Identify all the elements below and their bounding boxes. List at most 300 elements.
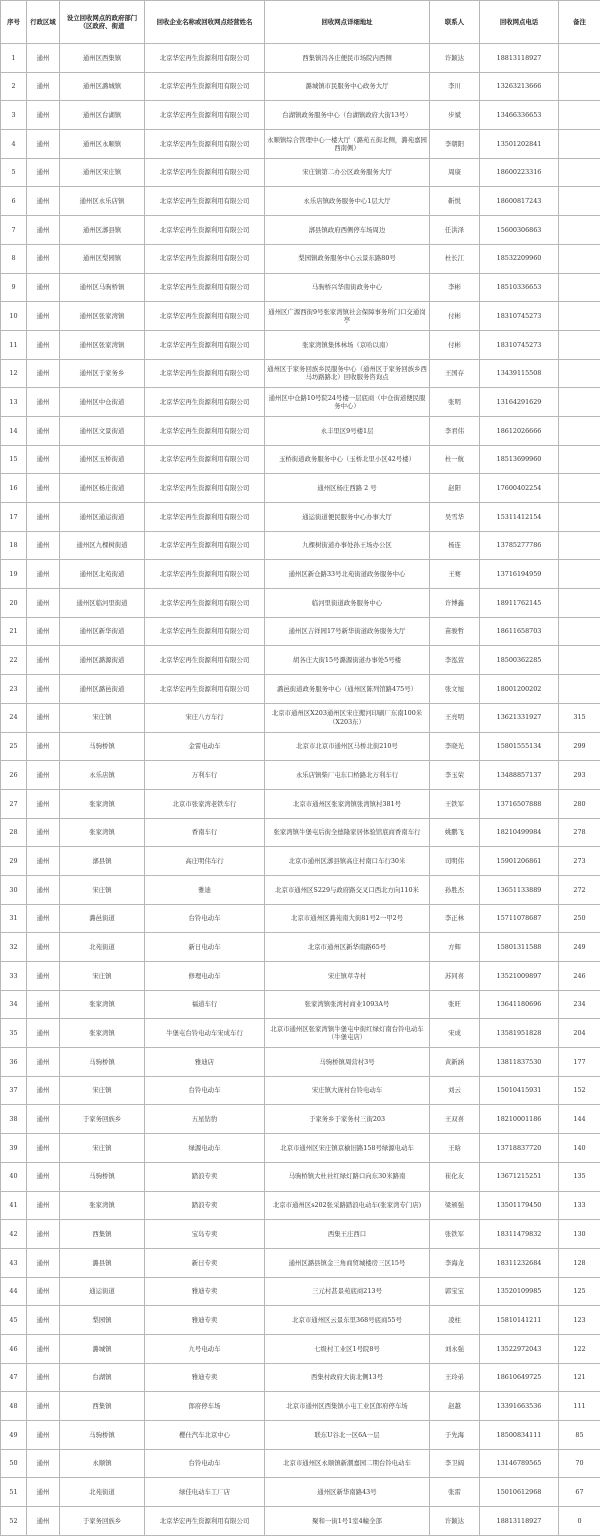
cell-district: 通州 [27,589,60,618]
cell-department: 通运街道 [60,1277,145,1306]
cell-phone: 18911762145 [480,589,559,618]
cell-contact: 刘云 [430,1076,480,1105]
table-row [1,1478,600,1507]
cell-department: 通州区潞邑街道 [60,675,145,704]
cell-phone: 18310745273 [480,302,559,331]
cell-address: 宋庄镇大庞村台铃电动车 [265,1076,430,1105]
cell-district: 通州 [27,474,60,503]
cell-contact: 李海龙 [430,1248,480,1277]
cell-company: 北京华宏再生资源利用有限公司 [145,560,265,589]
cell-remark: 293 [559,761,600,790]
cell-remark [559,330,600,359]
cell-company: 台铃电动车 [145,904,265,933]
cell-phone: 18310745273 [480,330,559,359]
cell-remark [559,101,600,130]
cell-phone: 17600402254 [480,474,559,503]
cell-index: 36 [1,1048,27,1077]
cell-index: 42 [1,1220,27,1249]
cell-index: 23 [1,675,27,704]
cell-address: 通州区新仓路33号北苑街道政务服务中心 [265,560,430,589]
cell-phone: 13785277786 [480,531,559,560]
cell-company: 北京华宏再生资源利用有限公司 [145,388,265,417]
cell-phone: 18532209960 [480,244,559,273]
table-row [1,503,600,532]
table-row [1,732,600,761]
cell-contact: 杨连 [430,531,480,560]
cell-company: 北京华宏再生资源利用有限公司 [145,216,265,245]
cell-address: 张家湾镇集体林场（京哈以南） [265,330,430,359]
cell-company: 绿佳电动车工厂店 [145,1478,265,1507]
cell-remark [559,273,600,302]
cell-index: 39 [1,1134,27,1163]
cell-department: 张家湾镇 [60,990,145,1019]
cell-department: 潞邑街道 [60,904,145,933]
cell-address: 马驹桥镇周营村3号 [265,1048,430,1077]
cell-phone: 13439115508 [480,359,559,388]
table-row [1,1076,600,1105]
cell-address: 北京市通州区漷县镇高庄村南口车行30米 [265,847,430,876]
cell-company: 北京华宏再生资源利用有限公司 [145,302,265,331]
cell-remark: 250 [559,904,600,933]
cell-address: 北京市通州区s202张采路踏浪电动车(张家湾专门店) [265,1191,430,1220]
cell-department: 通州区台湖镇 [60,101,145,130]
cell-index: 37 [1,1076,27,1105]
cell-phone: 18510336653 [480,273,559,302]
cell-index: 45 [1,1306,27,1335]
col-header-company: 回收企业名称或回收网点经营姓名 [145,1,265,44]
cell-company: 北京华宏再生资源利用有限公司 [145,445,265,474]
table-row [1,1105,600,1134]
cell-district: 通州 [27,962,60,991]
cell-remark [559,359,600,388]
cell-index: 48 [1,1392,27,1421]
cell-index: 41 [1,1191,27,1220]
table-row [1,1019,600,1048]
cell-contact: 李正林 [430,904,480,933]
cell-remark [559,646,600,675]
cell-remark: 122 [559,1334,600,1363]
cell-department: 通州区北苑街道 [60,560,145,589]
cell-contact: 王亮明 [430,703,480,732]
table-row [1,847,600,876]
cell-department: 马驹桥镇 [60,1048,145,1077]
cell-department: 西集镇 [60,1392,145,1421]
cell-phone: 13263213666 [480,72,559,101]
cell-contact: 杜长江 [430,244,480,273]
table-row [1,1363,600,1392]
cell-company: 雅迪店 [145,1048,265,1077]
cell-contact: 王晗 [430,1134,480,1163]
cell-district: 通州 [27,789,60,818]
cell-contact: 王国存 [430,359,480,388]
cell-district: 通州 [27,244,60,273]
table-row [1,1191,600,1220]
cell-remark: 70 [559,1449,600,1478]
cell-index: 50 [1,1449,27,1478]
cell-company: 雅迪 [145,875,265,904]
cell-company: 修理电动车 [145,962,265,991]
cell-phone: 13391663536 [480,1392,559,1421]
cell-company: 郎府停车场 [145,1392,265,1421]
cell-index: 6 [1,187,27,216]
cell-department: 马驹桥镇 [60,1421,145,1450]
cell-address: 马驹桥兴华南街政务中心 [265,273,430,302]
cell-address: 通州区于家务回族乡民服务中心（通州区于家务回族乡西马坊路路北）回收服务咨询点 [265,359,430,388]
cell-department: 通州区梨园镇 [60,244,145,273]
table-row [1,1162,600,1191]
cell-remark [559,675,600,704]
cell-district: 通州 [27,503,60,532]
cell-address: 通州区吉祥园17号新华街道政务服务大厅 [265,617,430,646]
cell-remark: 123 [559,1306,600,1335]
cell-district: 通州 [27,1191,60,1220]
cell-district: 通州 [27,1334,60,1363]
cell-phone: 15600306863 [480,216,559,245]
cell-remark [559,72,600,101]
cell-address: 聚和一街1号1室4幢全部 [265,1507,430,1536]
cell-district: 通州 [27,675,60,704]
cell-department: 张家湾镇 [60,789,145,818]
cell-phone: 18311232684 [480,1248,559,1277]
table-row [1,1449,600,1478]
cell-contact: 许颖达 [430,1507,480,1536]
cell-contact: 郭宝宝 [430,1277,480,1306]
cell-remark [559,302,600,331]
cell-district: 通州 [27,1306,60,1335]
table-row [1,1392,600,1421]
cell-remark: 121 [559,1363,600,1392]
cell-department: 通州区通运街道 [60,503,145,532]
cell-contact: 李君伟 [430,416,480,445]
cell-district: 通州 [27,416,60,445]
table-row [1,302,600,331]
cell-contact: 李川 [430,72,480,101]
cell-department: 宋庄镇 [60,1076,145,1105]
cell-company: 北京华宏再生资源利用有限公司 [145,330,265,359]
table-row [1,1277,600,1306]
cell-district: 通州 [27,1048,60,1077]
cell-index: 21 [1,617,27,646]
cell-remark: 135 [559,1162,600,1191]
cell-district: 通州 [27,1105,60,1134]
table-row [1,1334,600,1363]
cell-index: 34 [1,990,27,1019]
cell-remark [559,589,600,618]
cell-phone: 18813118927 [480,44,559,73]
cell-department: 通州区九棵树街道 [60,531,145,560]
cell-contact: 王玲弟 [430,1363,480,1392]
cell-department: 西集镇 [60,1220,145,1249]
cell-contact: 宋成 [430,1019,480,1048]
cell-remark: 204 [559,1019,600,1048]
cell-district: 通州 [27,1134,60,1163]
cell-contact: 张明 [430,388,480,417]
cell-index: 14 [1,416,27,445]
cell-contact: 李玉荣 [430,761,480,790]
cell-company: 北京华宏再生资源利用有限公司 [145,474,265,503]
cell-company: 香南车行 [145,818,265,847]
table-row [1,273,600,302]
cell-phone: 15711078687 [480,904,559,933]
cell-company: 新日专卖 [145,1248,265,1277]
cell-department: 通州区文景街道 [60,416,145,445]
cell-department: 漷县镇 [60,847,145,876]
table-row [1,130,600,159]
table-row [1,187,600,216]
cell-remark: 246 [559,962,600,991]
cell-department: 宋庄镇 [60,1134,145,1163]
cell-company: 北京华宏再生资源利用有限公司 [145,273,265,302]
cell-phone: 18611658703 [480,617,559,646]
cell-department: 于家务回族乡 [60,1105,145,1134]
cell-index: 47 [1,1363,27,1392]
cell-address: 北京市通州区张家湾镇张湾镇村381号 [265,789,430,818]
cell-phone: 13621331927 [480,703,559,732]
cell-department: 通州区宋庄镇 [60,158,145,187]
cell-address: 北京市通州区云景东里368号底商55号 [265,1306,430,1335]
cell-remark: 273 [559,847,600,876]
cell-index: 32 [1,933,27,962]
cell-company: 北京市张家湾老铁车行 [145,789,265,818]
cell-district: 通州 [27,617,60,646]
cell-phone: 13520109985 [480,1277,559,1306]
cell-phone: 18001200202 [480,675,559,704]
cell-remark: 315 [559,703,600,732]
table-row [1,1048,600,1077]
table-row [1,416,600,445]
cell-district: 通州 [27,330,60,359]
cell-contact: 刘永强 [430,1334,480,1363]
cell-remark: 272 [559,875,600,904]
cell-remark: 249 [559,933,600,962]
cell-remark [559,244,600,273]
cell-department: 台湖镇 [60,1363,145,1392]
table-row [1,330,600,359]
cell-index: 9 [1,273,27,302]
cell-department: 通州区永顺镇 [60,130,145,159]
table-row [1,703,600,732]
col-header-index: 序号 [1,1,27,44]
cell-contact: 任洪泽 [430,216,480,245]
cell-phone: 13581951828 [480,1019,559,1048]
cell-company: 雅迪专卖 [145,1306,265,1335]
cell-company: 北京华宏再生资源利用有限公司 [145,187,265,216]
cell-address: 九棵树街道办事处孙王场办公区 [265,531,430,560]
cell-index: 26 [1,761,27,790]
cell-remark: 67 [559,1478,600,1507]
cell-index: 31 [1,904,27,933]
cell-index: 22 [1,646,27,675]
cell-contact: 王双喜 [430,1105,480,1134]
cell-company: 北京华宏再生资源利用有限公司 [145,416,265,445]
cell-phone: 18210499984 [480,818,559,847]
cell-remark: 152 [559,1076,600,1105]
cell-index: 51 [1,1478,27,1507]
cell-index: 15 [1,445,27,474]
cell-index: 27 [1,789,27,818]
cell-remark [559,503,600,532]
table-row [1,1220,600,1249]
cell-address: 临河里街道政务服务中心 [265,589,430,618]
cell-district: 通州 [27,359,60,388]
cell-department: 通州区西集镇 [60,44,145,73]
cell-department: 永乐店镇 [60,761,145,790]
cell-index: 5 [1,158,27,187]
col-header-district: 行政区域 [27,1,60,44]
cell-address: 西集镇冯各庄便民市场院内西侧 [265,44,430,73]
cell-remark [559,158,600,187]
cell-department: 梨园镇 [60,1306,145,1335]
cell-phone: 15010415931 [480,1076,559,1105]
cell-remark [559,130,600,159]
cell-index: 40 [1,1162,27,1191]
cell-remark [559,474,600,503]
cell-department: 北苑街道 [60,933,145,962]
cell-index: 12 [1,359,27,388]
cell-contact: 黄新涵 [430,1048,480,1077]
table-row [1,589,600,618]
cell-contact: 崔化友 [430,1162,480,1191]
cell-department: 宋庄镇 [60,962,145,991]
cell-department: 通州区中仓街道 [60,388,145,417]
cell-index: 49 [1,1421,27,1450]
cell-department: 通州区永乐店镇 [60,187,145,216]
cell-remark: 111 [559,1392,600,1421]
cell-phone: 18612026666 [480,416,559,445]
cell-company: 北京华宏再生资源利用有限公司 [145,72,265,101]
cell-remark: 140 [559,1134,600,1163]
cell-remark: 144 [559,1105,600,1134]
cell-index: 38 [1,1105,27,1134]
cell-district: 通州 [27,560,60,589]
cell-remark: 0 [559,1507,600,1536]
table-row [1,388,600,417]
cell-district: 通州 [27,818,60,847]
cell-company: 牛堡屯台铃电动车宋成车行 [145,1019,265,1048]
cell-phone: 15311412154 [480,503,559,532]
cell-company: 台铃电动车 [145,1076,265,1105]
cell-department: 潞县镇 [60,1248,145,1277]
cell-company: 北京华宏再生资源利用有限公司 [145,503,265,532]
cell-phone: 15801311588 [480,933,559,962]
cell-contact: 李晓光 [430,732,480,761]
cell-index: 1 [1,44,27,73]
cell-phone: 13501202841 [480,130,559,159]
cell-phone: 15801555134 [480,732,559,761]
cell-contact: 姚鹏飞 [430,818,480,847]
cell-district: 通州 [27,1277,60,1306]
cell-contact: 方辉 [430,933,480,962]
cell-address: 宋庄镇草寺村 [265,962,430,991]
cell-department: 通州区马驹桥镇 [60,273,145,302]
cell-address: 北京市通州区张家湾镇牛堡屯中街红绿灯南台铃电动车（牛堡屯店） [265,1019,430,1048]
table-row [1,933,600,962]
cell-company: 北京华宏再生资源利用有限公司 [145,1507,265,1536]
cell-index: 44 [1,1277,27,1306]
cell-district: 通州 [27,158,60,187]
cell-index: 20 [1,589,27,618]
cell-index: 2 [1,72,27,101]
cell-district: 通州 [27,388,60,417]
cell-remark: 234 [559,990,600,1019]
cell-company: 九号电动车 [145,1334,265,1363]
cell-company: 樱仕汽车北京中心 [145,1421,265,1450]
cell-address: 西集村政府大街北侧13号 [265,1363,430,1392]
cell-remark [559,617,600,646]
cell-district: 通州 [27,1507,60,1536]
cell-phone: 18311479832 [480,1220,559,1249]
cell-department: 马驹桥镇 [60,732,145,761]
cell-address: 北京市通州区宋庄镇京榆旧路158号绿源电动车 [265,1134,430,1163]
cell-remark: 130 [559,1220,600,1249]
cell-phone: 15901206861 [480,847,559,876]
cell-phone: 18500362285 [480,646,559,675]
cell-contact: 付彬 [430,330,480,359]
cell-address: 通州区潞县镇金三角商贸城楼房三区15号 [265,1248,430,1277]
cell-phone: 18513699960 [480,445,559,474]
cell-district: 通州 [27,1363,60,1392]
cell-phone: 15010612968 [480,1478,559,1507]
table-row [1,617,600,646]
cell-index: 30 [1,875,27,904]
cell-contact: 张旺 [430,990,480,1019]
cell-district: 通州 [27,761,60,790]
header-row [1,1,600,44]
cell-contact: 靳悦 [430,187,480,216]
cell-company: 高庄明伟车行 [145,847,265,876]
cell-contact: 张文旭 [430,675,480,704]
cell-index: 13 [1,388,27,417]
cell-district: 通州 [27,1019,60,1048]
cell-phone: 15810141211 [480,1306,559,1335]
cell-contact: 付彬 [430,302,480,331]
cell-contact: 李卫阔 [430,1449,480,1478]
cell-index: 11 [1,330,27,359]
table-row [1,761,600,790]
cell-contact: 周康 [430,158,480,187]
cell-contact: 赵阳 [430,474,480,503]
cell-district: 通州 [27,1421,60,1450]
cell-company: 北京华宏再生资源利用有限公司 [145,244,265,273]
cell-department: 通州区潞源街道 [60,646,145,675]
cell-address: 通州区杨庄西路 2 号 [265,474,430,503]
cell-address: 永顺镇综合管理中心一楼大厅（潞苑五街北侧，潞苑嘉园西南侧） [265,130,430,159]
cell-contact: 步斌 [430,101,480,130]
col-header-address: 回收网点详细地址 [265,1,430,44]
cell-department: 宋庄镇 [60,875,145,904]
cell-department: 通州区杨庄街道 [60,474,145,503]
cell-district: 通州 [27,732,60,761]
cell-address: 马驹桥镇大杜社红绿灯路口向东30米路南 [265,1162,430,1191]
cell-district: 通州 [27,130,60,159]
cell-phone: 13671215251 [480,1162,559,1191]
cell-phone: 13716194959 [480,560,559,589]
table-row [1,675,600,704]
cell-district: 通州 [27,1478,60,1507]
cell-contact: 张雷 [430,1478,480,1507]
cell-remark: 299 [559,732,600,761]
cell-company: 绿源电动车 [145,1134,265,1163]
cell-phone: 18813118927 [480,1507,559,1536]
cell-index: 35 [1,1019,27,1048]
cell-phone: 18600223316 [480,158,559,187]
cell-address: 北京市通州区新华南路65号 [265,933,430,962]
cell-phone: 18500834111 [480,1421,559,1450]
cell-phone: 13811837530 [480,1048,559,1077]
cell-address: 北京市通州区永顺镇新潮嘉园二期台铃电动车 [265,1449,430,1478]
table-row [1,445,600,474]
cell-contact: 梁颁强 [430,1191,480,1220]
